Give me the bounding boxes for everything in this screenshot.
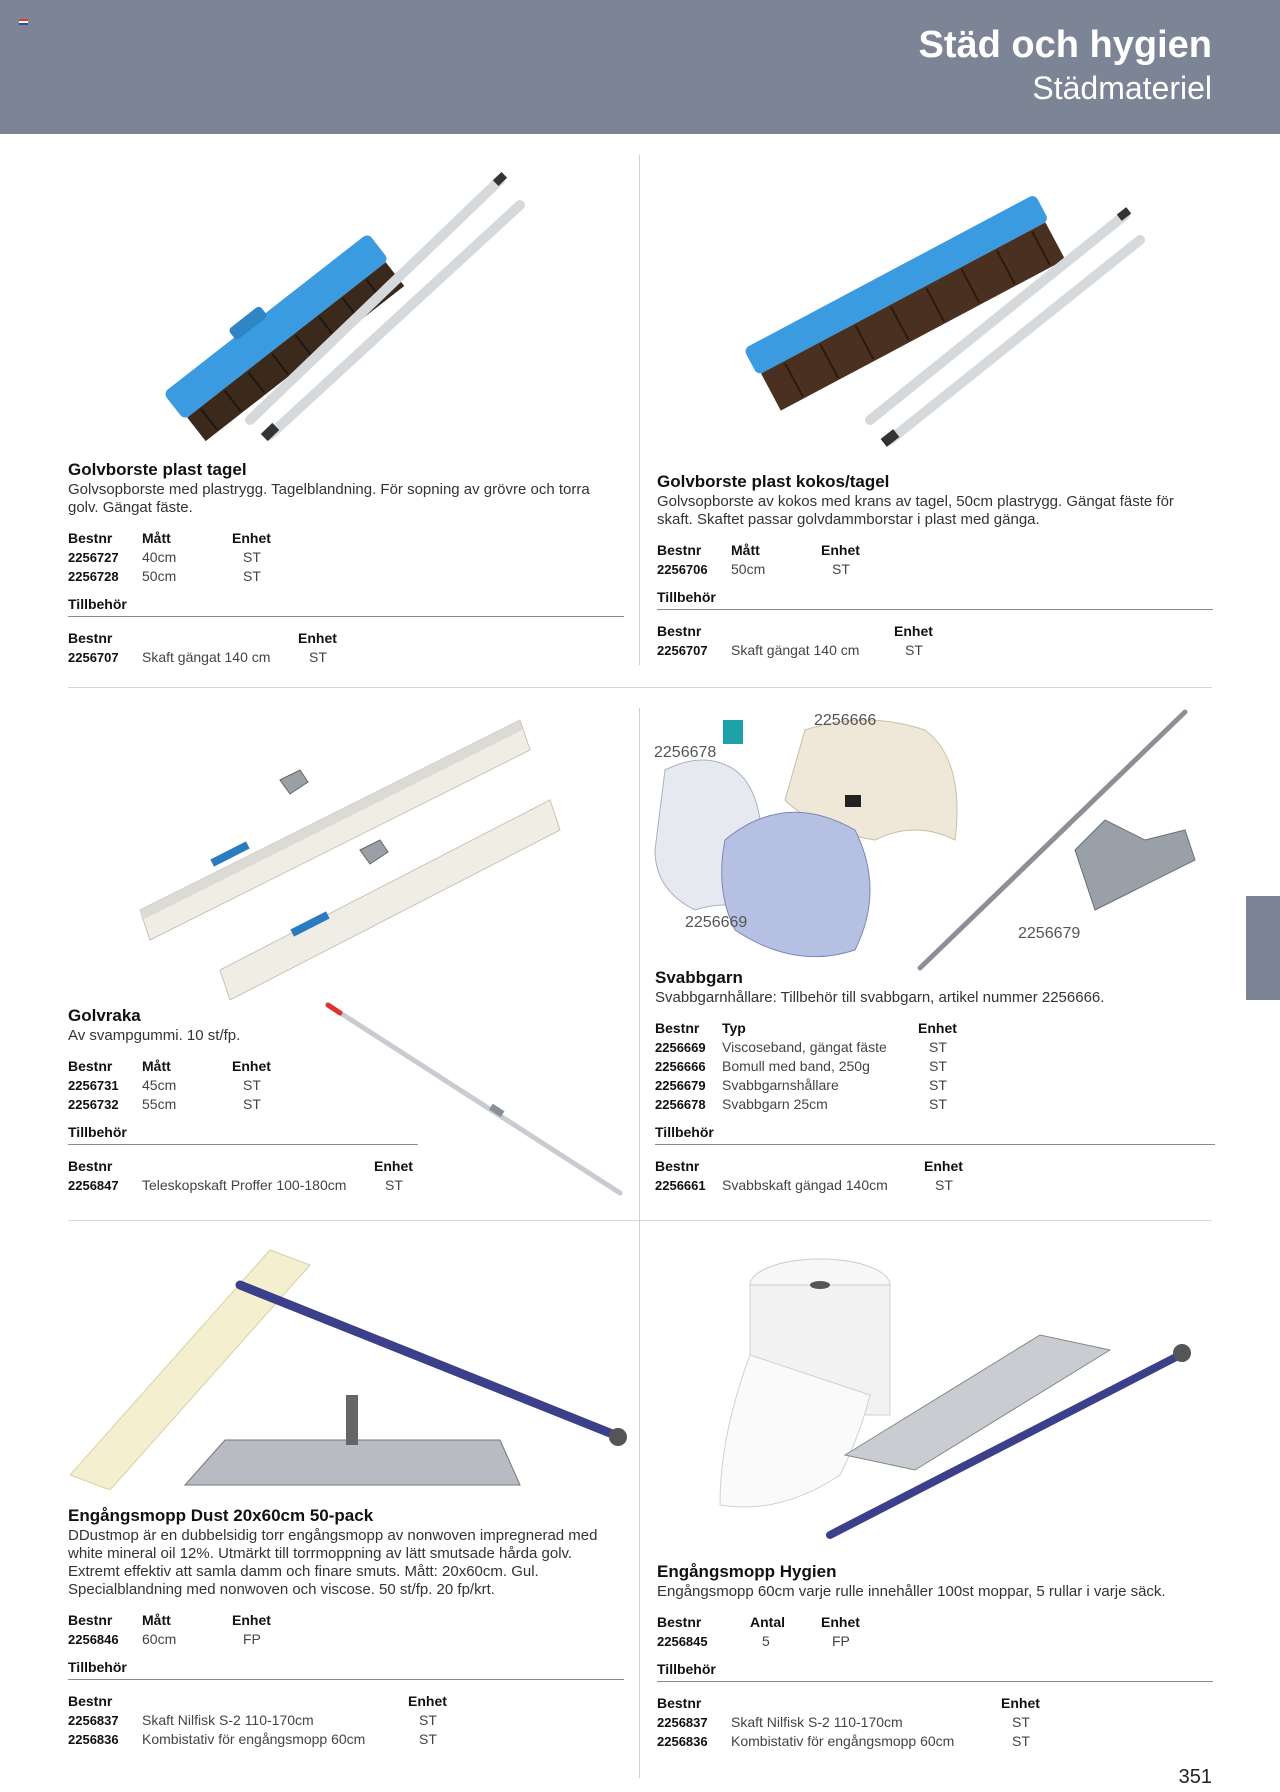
table-row — [657, 1630, 860, 1649]
flag-icon — [19, 19, 28, 26]
cell-type: Svabbgarn 25cm — [722, 1096, 828, 1112]
cell-bestnr: 2256837 — [68, 1713, 119, 1728]
column-divider — [639, 155, 640, 665]
accessories-table — [657, 1692, 1040, 1749]
cell-bestnr: 2256661 — [655, 1178, 706, 1193]
table-row — [68, 1728, 447, 1747]
cell-unit: ST — [419, 1731, 437, 1747]
cell-unit: FP — [243, 1631, 261, 1647]
product-title: Engångsmopp Hygien — [657, 1562, 837, 1581]
col-header: Bestnr — [68, 1693, 113, 1709]
cell-unit: ST — [243, 549, 261, 565]
col-header: Typ — [722, 1020, 746, 1036]
cell-unit: ST — [929, 1039, 947, 1055]
table-row — [68, 1074, 271, 1093]
col-header: Mått — [142, 1058, 171, 1074]
side-tab — [1246, 896, 1280, 1000]
accessories-label: Tillbehör — [68, 596, 624, 617]
col-header: Bestnr — [68, 530, 113, 546]
cell-value: 55cm — [142, 1096, 177, 1112]
row-divider — [68, 1220, 1212, 1221]
product-title: Golvborste plast kokos/tagel — [657, 472, 890, 491]
product-title: Golvborste plast tagel — [68, 460, 247, 479]
table-row — [68, 1174, 413, 1193]
table-row — [655, 1036, 957, 1055]
cell-bestnr: 2256836 — [68, 1732, 119, 1747]
cell-bestnr: 2256837 — [657, 1715, 708, 1730]
image-label: 2256679 — [1018, 925, 1081, 942]
col-header: Enhet — [408, 1693, 447, 1709]
cell-type: Viscoseband, gängat fäste — [722, 1039, 887, 1055]
cell-description: Skaft Nilfisk S-2 110-170cm — [731, 1714, 903, 1730]
disposable-mop-image — [700, 1255, 1200, 1555]
table-row — [68, 646, 337, 665]
table-row — [68, 1709, 447, 1728]
cell-description: Kombistativ för engångsmopp 60cm — [142, 1731, 366, 1747]
col-header: Bestnr — [68, 630, 113, 646]
cell-bestnr: 2256706 — [657, 562, 708, 577]
col-header: Enhet — [918, 1020, 957, 1036]
accessories-table — [68, 1155, 413, 1193]
col-header: Enhet — [924, 1158, 963, 1174]
accessories-table — [655, 1155, 963, 1193]
table-row — [657, 1711, 1040, 1730]
cell-unit: ST — [905, 642, 923, 658]
product-description: Svabbgarnhållare: Tillbehör till svabbgarn, artikel nummer 2256666. — [655, 989, 1105, 1006]
cell-value: 50cm — [731, 561, 766, 577]
cell-unit: ST — [243, 1077, 261, 1093]
cell-description: Skaft gängat 140 cm — [731, 642, 860, 658]
product-title: Engångsmopp Dust 20x60cm 50-pack — [68, 1506, 374, 1525]
product-title: Svabbgarn — [655, 968, 743, 987]
image-label: 2256669 — [685, 914, 748, 931]
cell-description: Teleskopskaft Proffer 100-180cm — [142, 1177, 347, 1193]
col-header: Enhet — [232, 1058, 271, 1074]
col-header: Mått — [142, 530, 171, 546]
col-header: Enhet — [894, 623, 933, 639]
page-number: 351 — [1178, 1766, 1212, 1788]
table-row — [68, 546, 271, 565]
cell-bestnr: 2256846 — [68, 1632, 119, 1647]
accessories-label: Tillbehör — [68, 1124, 418, 1145]
cell-value: 5 — [762, 1633, 770, 1649]
col-header: Bestnr — [68, 1612, 113, 1628]
col-header: Enhet — [232, 530, 271, 546]
product-table — [657, 1611, 860, 1649]
cell-unit: ST — [243, 1096, 261, 1112]
col-header: Bestnr — [657, 623, 702, 639]
col-header: Enhet — [298, 630, 337, 646]
cell-bestnr: 2256845 — [657, 1634, 708, 1649]
product-table — [68, 1055, 271, 1112]
page-header — [0, 0, 1280, 134]
product-table — [655, 1017, 957, 1112]
cell-value: 50cm — [142, 568, 177, 584]
product-golvraka — [68, 1006, 418, 1193]
image-label: 2256666 — [814, 712, 877, 729]
cell-bestnr: 2256669 — [655, 1040, 706, 1055]
cell-description: Skaft Nilfisk S-2 110-170cm — [142, 1712, 314, 1728]
cell-description: Svabbskaft gängad 140cm — [722, 1177, 888, 1193]
table-row — [68, 1628, 271, 1647]
product-engangsmopp-dust — [68, 1506, 624, 1747]
product-description: Golvsopborste med plastrygg. Tagelblandning. För sopning av grövre och torra golv. Gängat fäste. — [68, 481, 590, 516]
cell-value: 60cm — [142, 1631, 177, 1647]
cell-unit: ST — [243, 568, 261, 584]
cell-bestnr: 2256836 — [657, 1734, 708, 1749]
cell-bestnr: 2256707 — [68, 650, 119, 665]
cell-unit: ST — [1012, 1714, 1030, 1730]
accessories-label: Tillbehör — [657, 589, 1213, 610]
col-header: Bestnr — [657, 1695, 702, 1711]
broom-kokos-image — [740, 165, 1160, 455]
col-header: Bestnr — [68, 1058, 113, 1074]
table-row — [68, 1093, 271, 1112]
table-row — [655, 1055, 957, 1074]
product-description: Av svampgummi. 10 st/fp. — [68, 1027, 241, 1044]
cell-unit: ST — [929, 1077, 947, 1093]
accessories-table — [68, 1690, 447, 1747]
product-svabbgarn — [655, 968, 1215, 1193]
accessories-label: Tillbehör — [68, 1659, 624, 1680]
accessories-table — [68, 627, 337, 665]
accessories-table — [657, 620, 933, 658]
product-golvborste-kokos — [657, 472, 1213, 658]
page-subtitle: Städmateriel — [1032, 70, 1212, 106]
squeegee-image — [130, 700, 570, 1000]
col-header: Bestnr — [657, 1614, 702, 1630]
accessories-label: Tillbehör — [655, 1124, 1215, 1145]
cell-description: Kombistativ för engångsmopp 60cm — [731, 1733, 955, 1749]
table-row — [655, 1093, 957, 1112]
cell-bestnr: 2256679 — [655, 1078, 706, 1093]
product-table — [657, 539, 860, 577]
table-row — [68, 565, 271, 584]
column-divider — [639, 1238, 640, 1778]
col-header: Enhet — [821, 542, 860, 558]
broom-tagel-image — [150, 165, 550, 455]
cell-unit: ST — [1012, 1733, 1030, 1749]
cell-bestnr: 2256732 — [68, 1097, 119, 1112]
product-description: Golvsopborste av kokos med krans av tagel, 50cm plastrygg. Gängat fäste för skaft. Skaftet passar golvdammborstar i plast med gänga. — [657, 493, 1174, 528]
cell-unit: ST — [385, 1177, 403, 1193]
cell-bestnr: 2256707 — [657, 643, 708, 658]
cell-value: 45cm — [142, 1077, 177, 1093]
product-engangsmopp-hygien — [657, 1562, 1213, 1749]
cell-unit: ST — [309, 649, 327, 665]
col-header: Enhet — [232, 1612, 271, 1628]
cell-bestnr: 2256678 — [655, 1097, 706, 1112]
cell-type: Bomull med band, 250g — [722, 1058, 870, 1074]
col-header: Mått — [731, 542, 760, 558]
dust-mop-image — [70, 1245, 630, 1490]
cell-bestnr: 2256666 — [655, 1059, 706, 1074]
cell-bestnr: 2256847 — [68, 1178, 119, 1193]
col-header: Enhet — [374, 1158, 413, 1174]
cell-type: Svabbgarnshållare — [722, 1077, 839, 1093]
image-label: 2256678 — [654, 744, 717, 761]
cell-description: Skaft gängat 140 cm — [142, 649, 271, 665]
col-header: Mått — [142, 1612, 171, 1628]
table-row — [657, 639, 933, 658]
cell-value: 40cm — [142, 549, 177, 565]
mop-image — [635, 690, 1215, 990]
accessories-label: Tillbehör — [657, 1661, 1213, 1682]
cell-unit: ST — [929, 1058, 947, 1074]
col-header: Bestnr — [68, 1158, 113, 1174]
product-table — [68, 527, 271, 584]
cell-bestnr: 2256728 — [68, 569, 119, 584]
product-description: DDustmop är en dubbelsidig torr engångsmopp av nonwoven impregnerad med white mineral oil 12%. Utmärkt till torrmoppning av lätt smutsade hårda golv. Extremt effektiv att samla damm och finare smuts. Mått: 20x60cm. Gul. Specialblandning med nonwoven och viscose. 50 st/fp. 20 fp/krt. — [68, 1527, 598, 1598]
table-row — [655, 1174, 963, 1193]
table-row — [655, 1074, 957, 1093]
cell-bestnr: 2256731 — [68, 1078, 119, 1093]
cell-bestnr: 2256727 — [68, 550, 119, 565]
product-table — [68, 1609, 271, 1647]
product-description: Engångsmopp 60cm varje rulle innehåller 100st moppar, 5 rullar i varje säck. — [657, 1583, 1166, 1600]
table-row — [657, 1730, 1040, 1749]
col-header: Enhet — [821, 1614, 860, 1630]
cell-unit: ST — [419, 1712, 437, 1728]
product-title: Golvraka — [68, 1006, 141, 1025]
col-header: Bestnr — [655, 1020, 700, 1036]
product-golvborste-tagel — [68, 460, 624, 665]
row-divider — [68, 687, 1212, 688]
cell-unit: ST — [935, 1177, 953, 1193]
cell-unit: ST — [929, 1096, 947, 1112]
col-header: Bestnr — [657, 542, 702, 558]
table-row — [657, 558, 860, 577]
col-header: Enhet — [1001, 1695, 1040, 1711]
cell-unit: ST — [832, 561, 850, 577]
col-header: Bestnr — [655, 1158, 700, 1174]
col-header: Antal — [750, 1614, 785, 1630]
page-title: Städ och hygien — [918, 24, 1212, 66]
cell-unit: FP — [832, 1633, 850, 1649]
